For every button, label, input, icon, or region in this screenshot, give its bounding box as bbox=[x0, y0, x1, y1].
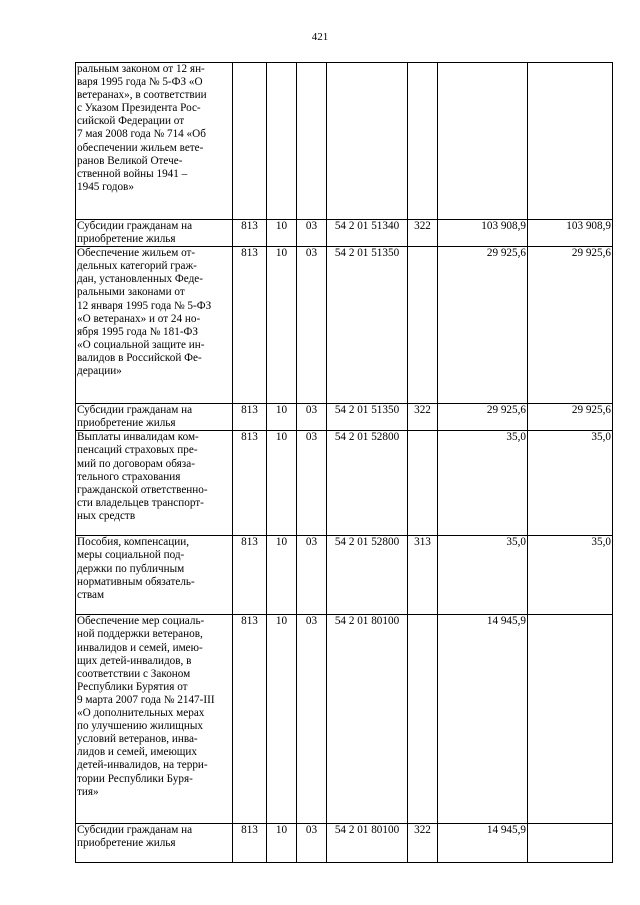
target-article-cell: 54 2 01 52800 bbox=[327, 536, 408, 615]
item-name-line: «О социальной защите ин- bbox=[77, 338, 205, 351]
section-code-cell: 10 bbox=[267, 824, 297, 863]
amount-cell: 35,0 bbox=[438, 431, 528, 536]
item-name-line: 7 мая 2008 года № 714 «Об bbox=[77, 128, 206, 141]
item-name-line: приобретение жилья bbox=[77, 233, 176, 246]
table-row bbox=[76, 63, 613, 220]
item-name-line: держки по публичным bbox=[77, 562, 185, 575]
table-row bbox=[76, 247, 613, 404]
page-number: 421 bbox=[311, 31, 329, 43]
item-name-line: 1945 годов» bbox=[77, 180, 134, 193]
amount-cell: 35,0 bbox=[528, 431, 613, 536]
expense-type-cell: 322 bbox=[408, 404, 438, 431]
item-name-line: ных средств bbox=[77, 509, 136, 522]
amount-cell bbox=[528, 824, 613, 863]
subsection-code-cell: 03 bbox=[297, 536, 327, 615]
item-name-line: с Указом Президента Рос- bbox=[77, 102, 201, 115]
item-name-cell bbox=[76, 824, 233, 863]
item-name-line: ября 1995 года № 181-ФЗ bbox=[77, 325, 199, 338]
ministry-code-cell: 813 bbox=[233, 404, 267, 431]
item-name-line: Субсидии гражданам на bbox=[77, 220, 193, 232]
item-name-line: тельного страхования bbox=[77, 470, 181, 483]
target-article-cell: 54 2 01 51350 bbox=[327, 404, 408, 431]
item-name-line: детей-инвалидов, на терри- bbox=[77, 759, 208, 772]
subsection-code-cell: 03 bbox=[297, 824, 327, 863]
amount-cell: 14 945,9 bbox=[438, 824, 528, 863]
section-code-cell bbox=[267, 63, 297, 220]
item-name-cell bbox=[76, 63, 233, 220]
budget-table-body bbox=[76, 63, 613, 863]
item-name-line: меры социальной под- bbox=[77, 549, 185, 562]
item-name-line: нормативным обязатель- bbox=[77, 575, 195, 588]
item-name-cell bbox=[76, 404, 233, 431]
expense-type-cell: 322 bbox=[408, 220, 438, 247]
expense-type-cell: 313 bbox=[408, 536, 438, 615]
section-code-cell: 10 bbox=[267, 404, 297, 431]
item-name-line: 12 января 1995 года № 5-ФЗ bbox=[77, 299, 212, 312]
target-article-cell: 54 2 01 51350 bbox=[327, 247, 408, 404]
subsection-code-cell: 03 bbox=[297, 615, 327, 824]
item-name-line: ральными законами от bbox=[77, 286, 185, 299]
item-name-line: Республики Бурятия от bbox=[77, 680, 188, 693]
item-name-cell bbox=[76, 247, 233, 404]
item-name-line: ранов Великой Отече- bbox=[77, 154, 183, 167]
table-row bbox=[76, 536, 613, 615]
item-name-line: Субсидии гражданам на bbox=[77, 404, 193, 417]
item-name-cell bbox=[76, 431, 233, 536]
item-name-line: щих детей-инвалидов, в bbox=[77, 654, 192, 667]
amount-cell: 14 945,9 bbox=[438, 615, 528, 824]
item-name-line: условий ветеранов, инва- bbox=[77, 733, 198, 746]
item-name-line: дельных категорий граж- bbox=[77, 260, 197, 273]
item-name-line: лидов и семей, имеющих bbox=[77, 746, 197, 759]
target-article-cell: 54 2 01 80100 bbox=[327, 824, 408, 863]
section-code-cell: 10 bbox=[267, 220, 297, 247]
amount-cell: 35,0 bbox=[438, 536, 528, 615]
ministry-code-cell: 813 bbox=[233, 824, 267, 863]
item-name-line: тории Республики Буря- bbox=[77, 772, 193, 785]
expense-type-cell bbox=[408, 431, 438, 536]
item-name-line: «О дополнительных мерах bbox=[77, 707, 205, 720]
item-name-line: ной поддержки ветеранов, bbox=[77, 628, 203, 641]
item-name-line: Выплаты инвалидам ком- bbox=[77, 431, 199, 444]
item-name-line: варя 1995 года № 5-ФЗ «О bbox=[77, 76, 203, 89]
item-name-cell bbox=[76, 536, 233, 615]
item-name-line: дан, установленных Феде- bbox=[77, 273, 203, 286]
amount-cell bbox=[528, 63, 613, 220]
item-name-line: ральным законом от 12 ян- bbox=[77, 63, 205, 75]
item-name-line: приобретение жилья bbox=[77, 417, 176, 430]
table-row bbox=[76, 615, 613, 824]
table-row bbox=[76, 404, 613, 431]
item-name-line: по улучшению жилищных bbox=[77, 720, 203, 733]
item-name-line: тия» bbox=[77, 785, 99, 798]
item-name-cell bbox=[76, 220, 233, 247]
section-code-cell: 10 bbox=[267, 431, 297, 536]
item-name-line: гражданской ответственно- bbox=[77, 483, 208, 496]
item-name-line: Обеспечение мер социаль- bbox=[77, 615, 205, 628]
target-article-cell: 54 2 01 80100 bbox=[327, 615, 408, 824]
item-name-line: валидов в Российской Фе- bbox=[77, 351, 202, 364]
amount-cell bbox=[528, 615, 613, 824]
item-name-line: сти владельцев транспорт- bbox=[77, 496, 204, 509]
subsection-code-cell: 03 bbox=[297, 404, 327, 431]
item-name-line: Субсидии гражданам на bbox=[77, 824, 193, 837]
item-name-line: сийской Федерации от bbox=[77, 115, 185, 128]
subsection-code-cell: 03 bbox=[297, 431, 327, 536]
target-article-cell: 54 2 01 52800 bbox=[327, 431, 408, 536]
item-name-line: мий по договорам обяза- bbox=[77, 457, 195, 470]
subsection-code-cell bbox=[297, 63, 327, 220]
table-row bbox=[76, 220, 613, 247]
amount-cell: 29 925,6 bbox=[438, 247, 528, 404]
ministry-code-cell: 813 bbox=[233, 220, 267, 247]
section-code-cell: 10 bbox=[267, 536, 297, 615]
section-code-cell: 10 bbox=[267, 615, 297, 824]
expense-type-cell bbox=[408, 615, 438, 824]
table-row bbox=[76, 824, 613, 863]
item-name-line: пенсаций страховых пре- bbox=[77, 444, 198, 457]
item-name-cell bbox=[76, 615, 233, 824]
ministry-code-cell: 813 bbox=[233, 431, 267, 536]
table-row bbox=[76, 431, 613, 536]
amount-cell: 29 925,6 bbox=[528, 404, 613, 431]
ministry-code-cell: 813 bbox=[233, 615, 267, 824]
item-name-line: 9 марта 2007 года № 2147-III bbox=[77, 693, 215, 706]
item-name-line: дерации» bbox=[77, 365, 122, 378]
expense-type-cell: 322 bbox=[408, 824, 438, 863]
budget-table bbox=[75, 62, 613, 863]
item-name-line: Пособия, компенсации, bbox=[77, 536, 190, 549]
amount-cell: 29 925,6 bbox=[528, 247, 613, 404]
target-article-cell: 54 2 01 51340 bbox=[327, 220, 408, 247]
expense-type-cell bbox=[408, 63, 438, 220]
item-name-line: Обеспечение жильем от- bbox=[77, 247, 196, 260]
subsection-code-cell: 03 bbox=[297, 220, 327, 247]
expense-type-cell bbox=[408, 247, 438, 404]
item-name-line: соответствии с Законом bbox=[77, 667, 191, 680]
item-name-line: приобретение жилья bbox=[77, 837, 176, 850]
section-code-cell: 10 bbox=[267, 247, 297, 404]
subsection-code-cell: 03 bbox=[297, 247, 327, 404]
item-name-line: ствам bbox=[77, 588, 105, 601]
item-name-line: ветеранах», в соответствии bbox=[77, 89, 207, 102]
item-name-line: инвалидов и семей, имею- bbox=[77, 641, 203, 654]
amount-cell: 29 925,6 bbox=[438, 404, 528, 431]
amount-cell: 35,0 bbox=[528, 536, 613, 615]
ministry-code-cell: 813 bbox=[233, 536, 267, 615]
target-article-cell bbox=[327, 63, 408, 220]
amount-cell bbox=[438, 63, 528, 220]
item-name-line: обеспечении жильем вете- bbox=[77, 141, 204, 154]
ministry-code-cell bbox=[233, 63, 267, 220]
item-name-line: ственной войны 1941 – bbox=[77, 167, 188, 180]
ministry-code-cell: 813 bbox=[233, 247, 267, 404]
amount-cell: 103 908,9 bbox=[528, 220, 613, 247]
amount-cell: 103 908,9 bbox=[438, 220, 528, 247]
item-name-line: «О ветеранах» и от 24 но- bbox=[77, 312, 201, 325]
